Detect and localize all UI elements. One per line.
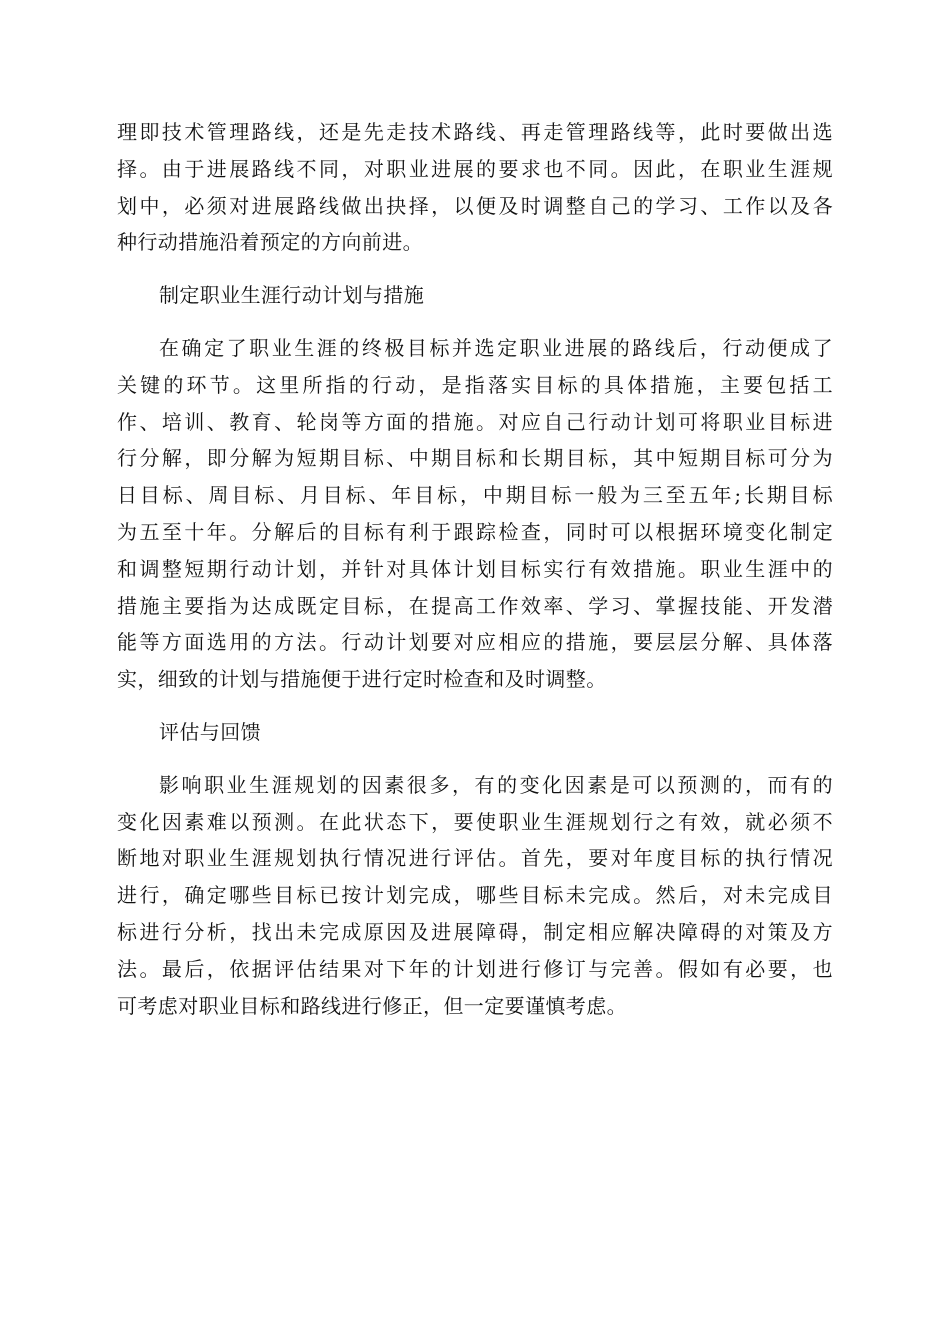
text-line: 作、培训、教育、轮岗等方面的措施。对应自己行动计划可将职业目标进	[117, 409, 833, 434]
text-line: 变化因素难以预测。在此状态下，要使职业生涯规划行之有效，就必须不	[117, 809, 833, 834]
section-heading-action-plan: 制定职业生涯行动计划与措施	[159, 283, 425, 308]
text-line: 在确定了职业生涯的终极目标并选定职业进展的路线后，行动便成了	[159, 335, 833, 360]
text-line: 为五至十年。分解后的目标有利于跟踪检查，同时可以根据环境变化制定	[117, 519, 833, 544]
text-line: 划中，必须对进展路线做出抉择，以便及时调整自己的学习、工作以及各	[117, 193, 833, 218]
text-line: 种行动措施沿着预定的方向前进。	[117, 230, 423, 255]
text-line: 断地对职业生涯规划执行情况进行评估。首先，要对年度目标的执行情况	[117, 846, 833, 871]
text-line: 和调整短期行动计划，并针对具体计划目标实行有效措施。职业生涯中的	[117, 556, 833, 581]
paragraph-gap	[117, 261, 833, 277]
body-paragraph-1	[117, 114, 833, 261]
text-line: 关键的环节。这里所指的行动，是指落实目标的具体措施，主要包括工	[117, 372, 833, 397]
text-line: 措施主要指为达成既定目标，在提高工作效率、学习、掌握技能、开发潜	[117, 593, 833, 618]
text-line: 进行，确定哪些目标已按计划完成，哪些目标未完成。然后，对未完成目	[117, 883, 833, 908]
paragraph-gap	[117, 314, 833, 330]
text-line: 可考虑对职业目标和路线进行修正，但一定要谨慎考虑。	[117, 993, 627, 1018]
text-line: 行分解，即分解为短期目标、中期目标和长期目标，其中短期目标可分为	[117, 446, 833, 471]
text-line: 法。最后，依据评估结果对下年的计划进行修订与完善。假如有必要，也	[117, 956, 833, 981]
text-line: 理即技术管理路线，还是先走技术路线、再走管理路线等，此时要做出选	[117, 120, 833, 144]
section-heading-evaluation: 评估与回馈	[159, 719, 261, 744]
text-line: 择。由于进展路线不同，对职业进展的要求也不同。因此，在职业生涯规	[117, 156, 833, 181]
body-paragraph-3	[117, 767, 833, 1025]
text-line: 能等方面选用的方法。行动计划要对应相应的措施，要层层分解、具体落	[117, 630, 833, 655]
text-line: 影响职业生涯规划的因素很多，有的变化因素是可以预测的，而有的	[159, 772, 833, 797]
text-line: 日目标、周目标、月目标、年目标，中期目标一般为三至五年;长期目标	[117, 483, 833, 508]
paragraph-gap	[117, 751, 833, 767]
body-paragraph-2	[117, 330, 833, 698]
document-page	[117, 114, 833, 1024]
paragraph-gap	[117, 698, 833, 714]
text-line: 标进行分析，找出未完成原因及进展障碍，制定相应解决障碍的对策及方	[117, 919, 833, 944]
text-line: 实，细致的计划与措施便于进行定时检查和及时调整。	[117, 667, 607, 692]
